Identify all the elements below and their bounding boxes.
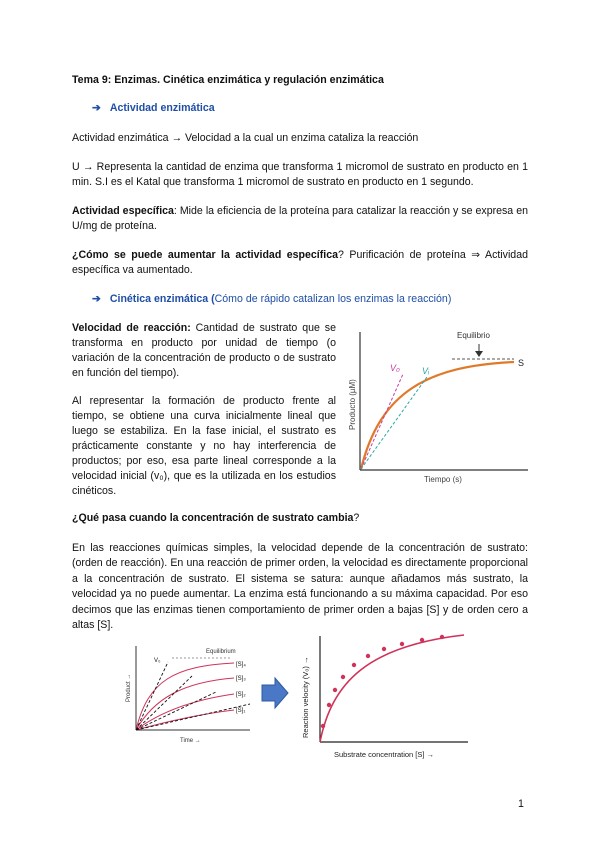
s3-curve [136,678,234,730]
paragraph-curva-producto: Al representar la formación de producto frente al tiempo, se obtiene una curva inicialmente lineal que luego se estabiliza. En la fase inicial, el sustrato es prácticamente constante y no hay interferencia de productos; por eso, esa parte lineal corresponde a la velocidad inicial (v₀), que es la utilizada en los estudios cinéticos. [72,395,336,497]
vi-tangent [361,377,427,469]
paragraph-actividad-definition: Actividad enzimática → Velocidad a la cual un enzima cataliza la reacción [72,132,419,144]
paragraph-unidad: U → Representa la cantidad de enzima que transforma 1 micromol de sustrato en producto en 1 min. S.I es el Katal que transforma 1 micromol de sustrato en producto en 1 segundo. [72,161,528,188]
bold-term: Actividad específica [72,205,174,217]
x-axis-label: Substrate concentration [S] → [334,750,435,759]
v0-tangent-s3 [136,676,192,730]
x-axis-label: Time → [180,738,201,744]
data-point [321,724,325,728]
bold-term: Velocidad de reacción: [72,322,191,334]
data-points [321,635,444,728]
paragraph-actividad-especifica: Actividad específica: Mide la eficiencia de la proteína para catalizar la reacción y se expresa en U/mg de proteína. [72,205,528,232]
product-curve [361,362,514,469]
data-point [327,703,331,707]
page-number: 1 [518,798,524,810]
question-sustrato: ¿Qué pasa cuando la concentración de sustrato cambia? [72,512,360,524]
product-time-figure [342,322,532,484]
bold-question: ¿Cómo se puede aumentar la actividad específica [72,249,339,261]
section-heading-actividad [92,101,548,116]
data-point [382,647,386,651]
y-axis-label: Producto (µM) [348,379,357,430]
data-point [352,663,356,667]
v0-tangent [361,374,403,469]
x-axis-label: Tiempo (s) [424,475,462,484]
equilibrium-arrowhead [475,351,483,357]
paragraph-aumentar-actividad: ¿Cómo se puede aumentar la actividad específica? Purificación de proteína ⇒ Actividad específica va aumentado. [72,249,528,276]
s3-label: [S]₃ [236,676,246,682]
data-point [333,688,337,692]
s-label: S [518,358,525,368]
paragraph-velocidad-reaccion: Velocidad de reacción: Cantidad de sustrato que se transforma en producto por unidad de tiempo (o variación de la concentración de producto o de sustrato en función del tiempo). [72,322,336,379]
arrow-icon: ➔ [92,102,101,114]
y-axis-label: Reaction velocity (V₀) → [301,656,310,738]
data-point [400,642,404,646]
section-heading-label: Cinética enzimática ( [109,293,215,305]
equilibrium-label: Equilibrium [206,649,236,655]
vi-label: Vᵢ [422,366,430,376]
velocity-substrate-figure [298,632,474,764]
paragraph-orden-reaccion: En las reacciones químicas simples, la velocidad depende de la concentración de sustrato: (orden de reacción). En una reacción de primer orden, la velocidad es directamente proporcional a la concentración de sustrato. El sistema se satura: aunque añadamos más sustrato, la velocidad ya no puede aumentar. La enzima está funcionando a su máxima capacidad. Por eso decimos que las enzimas tienen comportamiento de primer orden a bajas [S] y de orden cero a altas [S]. [72,542,528,632]
data-point [420,638,424,642]
s2-label: [S]₂ [236,692,246,698]
equilibrium-label: Equilibrio [457,331,490,340]
bold-question: ¿Qué pasa cuando la concentración de sustrato cambia [72,512,354,524]
v0-tangent-s2 [136,692,216,730]
section-heading-cinetica: ➔ Cinética enzimática (Cómo de rápido catalizan los enzimas la reacción) [92,293,452,305]
data-point [440,635,444,639]
document-title: Tema 9: Enzimas. Cinética enzimática y regulación enzimática [72,74,384,86]
s4-label: [S]₄ [236,662,246,668]
y-axis-label: Product → [126,673,132,702]
data-point [366,654,370,658]
right-arrow-icon [260,676,290,710]
product-time-multi-s-figure [120,640,260,750]
saturation-curve [320,635,464,742]
s1-label: [S]₁ [236,708,246,714]
section-heading-label: Actividad enzimática [109,102,215,114]
v0-label: V₀ [390,363,400,373]
arrow-icon: ➔ [92,293,101,305]
data-point [341,675,345,679]
v0-label: V₀ [154,658,161,664]
